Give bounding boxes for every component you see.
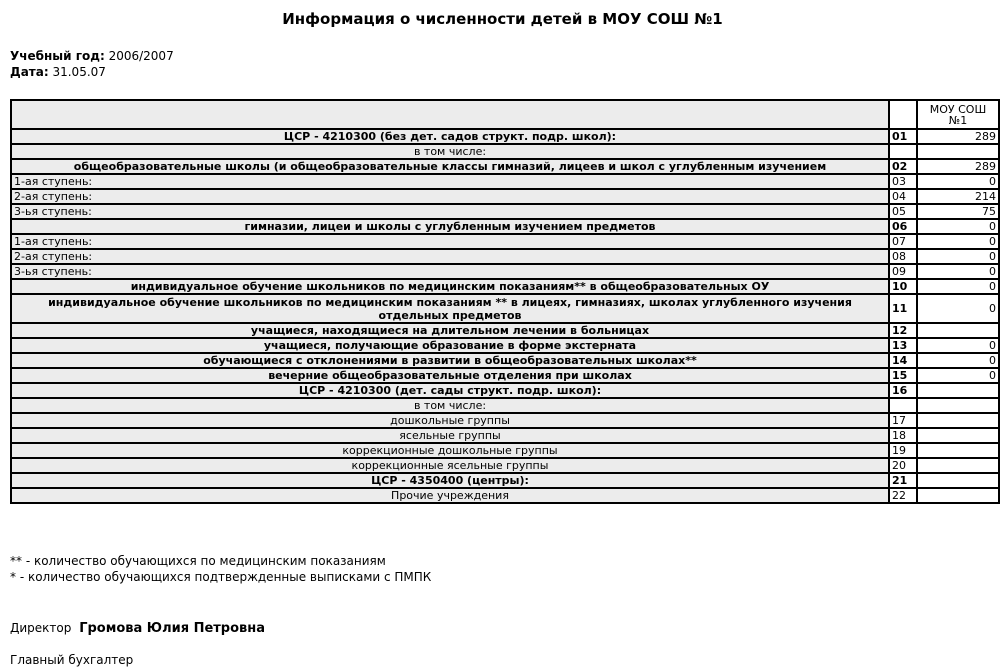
table-row — [11, 383, 999, 398]
table-row — [11, 443, 999, 458]
row-code-cell: 11 — [889, 294, 917, 323]
table-row — [11, 428, 999, 443]
row-value-cell: 0 — [917, 294, 999, 323]
table-row — [11, 219, 999, 234]
school-year-label: Учебный год: — [10, 49, 105, 63]
row-code-cell: 05 — [889, 204, 917, 219]
row-value-cell — [917, 323, 999, 338]
school-year — [10, 49, 174, 63]
row-code-cell: 06 — [889, 219, 917, 234]
row-value-cell: 75 — [917, 204, 999, 219]
row-code-cell: 19 — [889, 443, 917, 458]
page-title: Информация о численности детей в МОУ СОШ №1 — [282, 10, 723, 28]
row-name-cell: 2-ая ступень: — [11, 249, 889, 264]
row-value-cell — [917, 413, 999, 428]
row-code-cell: 14 — [889, 353, 917, 368]
director-name: Громова Юлия Петровна — [79, 621, 266, 636]
report-date-label: Дата: — [10, 65, 49, 79]
table-header-row — [11, 100, 999, 129]
row-name-cell: учащиеся, находящиеся на длительном лечении в больницах — [11, 323, 889, 338]
row-value-cell — [917, 398, 999, 413]
row-name-cell: ЦСР - 4350400 (центры): — [11, 473, 889, 488]
footnote-pmpk: * - количество обучающихся подтвержденные выписками с ПМПК — [10, 570, 432, 584]
table-row — [11, 264, 999, 279]
row-name-cell: коррекционные дошкольные группы — [11, 443, 889, 458]
row-name-cell: общеобразовательные школы (и общеобразовательные классы гимназий, лицеев и школ с углубленным изучением — [11, 159, 889, 174]
report-date-value: 31.05.07 — [52, 65, 106, 79]
row-name-cell: в том числе: — [11, 144, 889, 159]
row-value-cell: 0 — [917, 174, 999, 189]
table-row — [11, 129, 999, 144]
row-value-cell: 214 — [917, 189, 999, 204]
row-name-cell: ЦСР - 4210300 (без дет. садов структ. подр. школ): — [11, 129, 889, 144]
row-name-cell: 3-ья ступень: — [11, 204, 889, 219]
row-code-cell: 02 — [889, 159, 917, 174]
row-name-cell: коррекционные ясельные группы — [11, 458, 889, 473]
row-value-cell: 289 — [917, 129, 999, 144]
row-code-cell: 20 — [889, 458, 917, 473]
row-code-cell: 17 — [889, 413, 917, 428]
header-blank-cell — [11, 100, 889, 129]
row-code-cell: 18 — [889, 428, 917, 443]
row-name-cell: обучающиеся с отклонениями в развитии в общеобразовательных школах** — [11, 353, 889, 368]
row-name-cell: вечерние общеобразовательные отделения при школах — [11, 368, 889, 383]
row-name-cell: ясельные группы — [11, 428, 889, 443]
row-value-cell — [917, 144, 999, 159]
row-code-cell: 15 — [889, 368, 917, 383]
row-value-cell: 0 — [917, 264, 999, 279]
row-value-cell: 0 — [917, 249, 999, 264]
table-row — [11, 144, 999, 159]
table-row — [11, 353, 999, 368]
row-value-cell: 289 — [917, 159, 999, 174]
row-name-cell: ЦСР - 4210300 (дет. сады структ. подр. школ): — [11, 383, 889, 398]
row-code-cell — [889, 144, 917, 159]
row-name-cell: индивидуальное обучение школьников по медицинским показаниям ** в лицеях, гимназиях, школах углубленного изучения отдельных предметов — [11, 294, 889, 323]
report-date — [10, 65, 106, 79]
row-name-cell: дошкольные группы — [11, 413, 889, 428]
table-row — [11, 249, 999, 264]
row-name-cell: учащиеся, получающие образование в форме экстерната — [11, 338, 889, 353]
row-value-cell — [917, 473, 999, 488]
row-value-cell — [917, 443, 999, 458]
row-code-cell: 16 — [889, 383, 917, 398]
table-row — [11, 174, 999, 189]
table-row — [11, 323, 999, 338]
row-code-cell: 01 — [889, 129, 917, 144]
row-name-cell: Прочие учреждения — [11, 488, 889, 503]
row-code-cell: 12 — [889, 323, 917, 338]
director-label: Директор — [10, 621, 72, 635]
school-year-value: 2006/2007 — [108, 49, 174, 63]
row-value-cell: 0 — [917, 353, 999, 368]
table-row — [11, 234, 999, 249]
table-row — [11, 338, 999, 353]
table-row — [11, 279, 999, 294]
row-code-cell — [889, 398, 917, 413]
row-value-cell — [917, 458, 999, 473]
row-name-cell: индивидуальное обучение школьников по медицинским показаниям** в общеобразовательных ОУ — [11, 279, 889, 294]
accountant-signature: Главный бухгалтер — [10, 653, 134, 667]
table-row — [11, 473, 999, 488]
row-code-cell: 07 — [889, 234, 917, 249]
row-code-cell: 04 — [889, 189, 917, 204]
footnote-medical: ** - количество обучающихся по медицинским показаниям — [10, 554, 386, 568]
row-name-cell: 1-ая ступень: — [11, 234, 889, 249]
director-signature — [10, 621, 265, 636]
row-code-cell: 03 — [889, 174, 917, 189]
row-name-cell: 1-ая ступень: — [11, 174, 889, 189]
row-name-cell: в том числе: — [11, 398, 889, 413]
table-row — [11, 413, 999, 428]
report-table — [10, 99, 1000, 504]
row-code-cell: 09 — [889, 264, 917, 279]
row-value-cell: 0 — [917, 338, 999, 353]
column-header-school: МОУ СОШ №1 — [917, 100, 999, 129]
row-value-cell: 0 — [917, 279, 999, 294]
table-row — [11, 204, 999, 219]
table-row — [11, 159, 999, 174]
row-name-cell: 2-ая ступень: — [11, 189, 889, 204]
table-row — [11, 488, 999, 503]
row-code-cell: 21 — [889, 473, 917, 488]
row-code-cell: 10 — [889, 279, 917, 294]
row-value-cell — [917, 488, 999, 503]
row-name-cell: гимназии, лицеи и школы с углубленным изучением предметов — [11, 219, 889, 234]
row-code-cell: 22 — [889, 488, 917, 503]
row-code-cell: 13 — [889, 338, 917, 353]
table-row — [11, 398, 999, 413]
row-value-cell: 0 — [917, 368, 999, 383]
table-row — [11, 189, 999, 204]
header-code-cell — [889, 100, 917, 129]
row-value-cell: 0 — [917, 219, 999, 234]
row-value-cell — [917, 428, 999, 443]
row-value-cell: 0 — [917, 234, 999, 249]
table-row — [11, 294, 999, 323]
table-row — [11, 368, 999, 383]
table-row — [11, 458, 999, 473]
row-code-cell: 08 — [889, 249, 917, 264]
row-value-cell — [917, 383, 999, 398]
row-name-cell: 3-ья ступень: — [11, 264, 889, 279]
